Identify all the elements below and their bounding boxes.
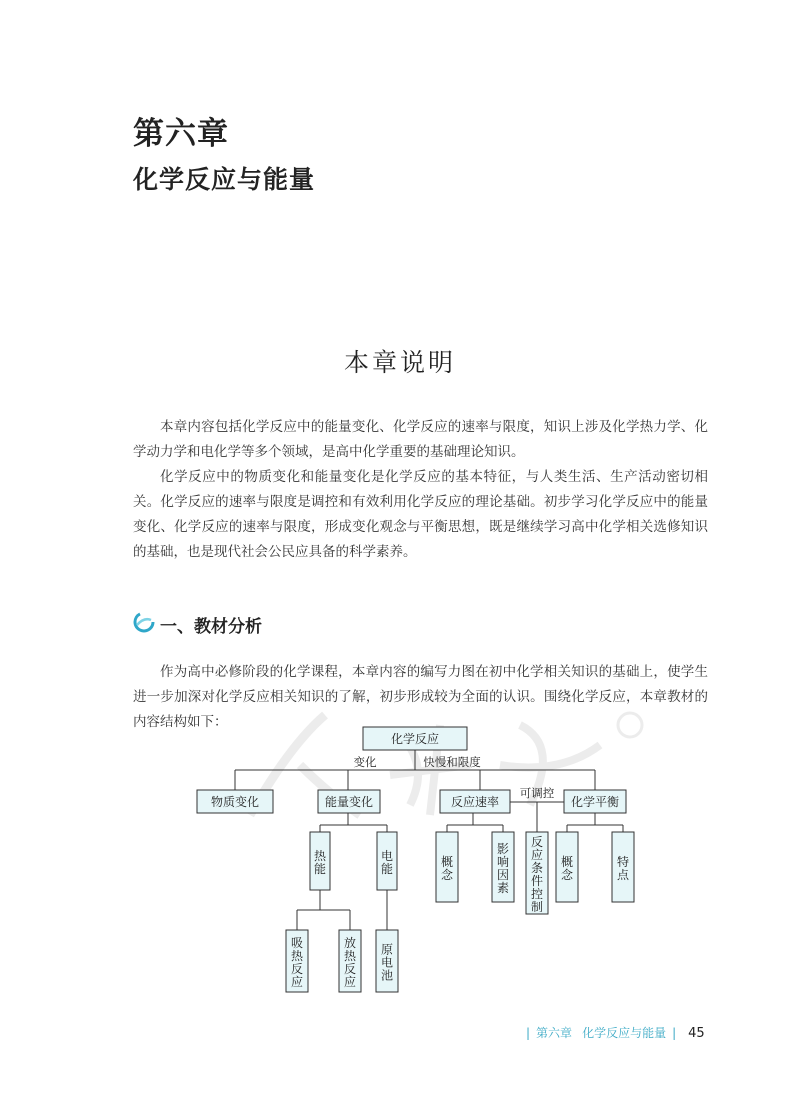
node-root-label: 化学反应 — [390, 732, 440, 746]
node-reaction-rate-label: 反应速率 — [450, 795, 500, 809]
node-condition-control-char: 条 — [530, 861, 544, 875]
node-exothermic-char: 放 — [343, 936, 357, 950]
node-exothermic-char: 应 — [343, 975, 357, 989]
intro-heading: 本章说明 — [343, 348, 456, 377]
page-footer — [520, 1024, 705, 1041]
node-electric-energy — [377, 832, 397, 890]
node-heat-energy-char: 热 — [313, 849, 327, 863]
node-condition-control-char: 件 — [530, 874, 544, 888]
node-endothermic-char: 热 — [290, 949, 304, 963]
node-root — [363, 727, 467, 750]
node-rate-factors-char: 响 — [496, 855, 510, 869]
footer-divider: | — [672, 1026, 677, 1040]
edge-label-change: 变化 — [353, 755, 377, 769]
node-rate-concept-char: 概 — [440, 855, 454, 869]
node-equilibrium-concept — [556, 832, 578, 902]
node-rate-concept-char: 念 — [440, 868, 454, 882]
chapter-number: 第六章 — [133, 116, 229, 152]
intro-paragraph-2: 化学反应中的物质变化和能量变化是化学反应的基本特征，与人类生活、生产活动密切相关。化学反应的速率与限度是调控和有效利用化学反应的理论基础。初步学习化学反应中的能量变化、化学反应的速率与限度，形成变化观念与平衡思想，既是继续学习高中化学相关选修知识的基础，也是现代社会公民应具备的科学素养。 — [133, 469, 708, 560]
node-reaction-rate — [440, 790, 510, 813]
node-exothermic-char: 热 — [343, 949, 357, 963]
node-equilibrium-concept-char: 念 — [560, 868, 574, 882]
node-equilibrium — [564, 790, 626, 813]
page-number: 45 — [688, 1026, 705, 1041]
node-condition-control-char: 应 — [530, 848, 544, 862]
node-material-change-label: 物质变化 — [210, 795, 260, 809]
node-rate-factors-char: 素 — [496, 881, 510, 895]
chapter-title: 化学反应与能量 — [133, 165, 316, 194]
node-energy-change — [318, 790, 380, 813]
footer-divider: | — [526, 1026, 531, 1040]
node-condition-control-char: 反 — [530, 835, 544, 849]
node-rate-concept — [436, 832, 458, 902]
node-rate-factors-char: 因 — [496, 868, 510, 882]
node-rate-factors — [492, 832, 514, 902]
edge-label-controllable: 可调控 — [519, 786, 555, 800]
node-endothermic-char: 反 — [290, 962, 304, 976]
node-rate-factors-char: 影 — [496, 842, 510, 856]
node-equilibrium-label: 化学平衡 — [570, 795, 620, 809]
node-condition-control — [526, 832, 548, 914]
footer-chapter-title: 化学反应与能量 — [582, 1026, 667, 1040]
section-paragraph: 作为高中必修阶段的化学课程，本章内容的编写力图在初中化学相关知识的基础上，使学生进一步加深对化学反应相关知识的了解，初步形成较为全面的认识。围绕化学反应，本章教材的内容结构如下： — [133, 664, 708, 730]
node-endothermic — [286, 930, 308, 992]
node-electric-energy-char: 能 — [380, 862, 394, 876]
node-condition-control-char: 控 — [530, 887, 544, 901]
node-endothermic-char: 吸 — [290, 936, 304, 950]
node-galvanic-cell-char: 池 — [380, 968, 394, 983]
footer-chapter-label: 第六章 — [536, 1026, 573, 1040]
node-condition-control-char: 制 — [530, 900, 544, 914]
node-heat-energy-char: 能 — [313, 862, 327, 876]
intro-paragraph-1: 本章内容包括化学反应中的能量变化、化学反应的速率与限度，知识上涉及化学热力学、化学动力学和电化学等多个领域，是高中化学重要的基础理论知识。 — [133, 419, 708, 460]
node-material-change — [197, 790, 273, 813]
node-exothermic-char: 反 — [343, 962, 357, 976]
edge-label-rate-limit: 快慢和限度 — [423, 755, 481, 769]
node-energy-change-label: 能量变化 — [324, 795, 374, 809]
node-heat-energy — [310, 832, 330, 890]
section-title: 一、教材分析 — [160, 617, 262, 637]
node-galvanic-cell-char: 原 — [380, 942, 394, 957]
node-equilibrium-concept-char: 概 — [560, 855, 574, 869]
node-galvanic-cell — [376, 930, 398, 992]
node-equilibrium-features-char: 点 — [616, 868, 630, 882]
node-equilibrium-features-char: 特 — [616, 855, 630, 869]
node-endothermic-char: 应 — [290, 975, 304, 989]
node-equilibrium-features — [612, 832, 634, 902]
node-electric-energy-char: 电 — [380, 849, 394, 863]
content-structure-diagram — [190, 720, 640, 1002]
node-exothermic — [339, 930, 361, 992]
node-galvanic-cell-char: 电 — [380, 955, 394, 970]
section-swirl-icon — [133, 611, 155, 633]
